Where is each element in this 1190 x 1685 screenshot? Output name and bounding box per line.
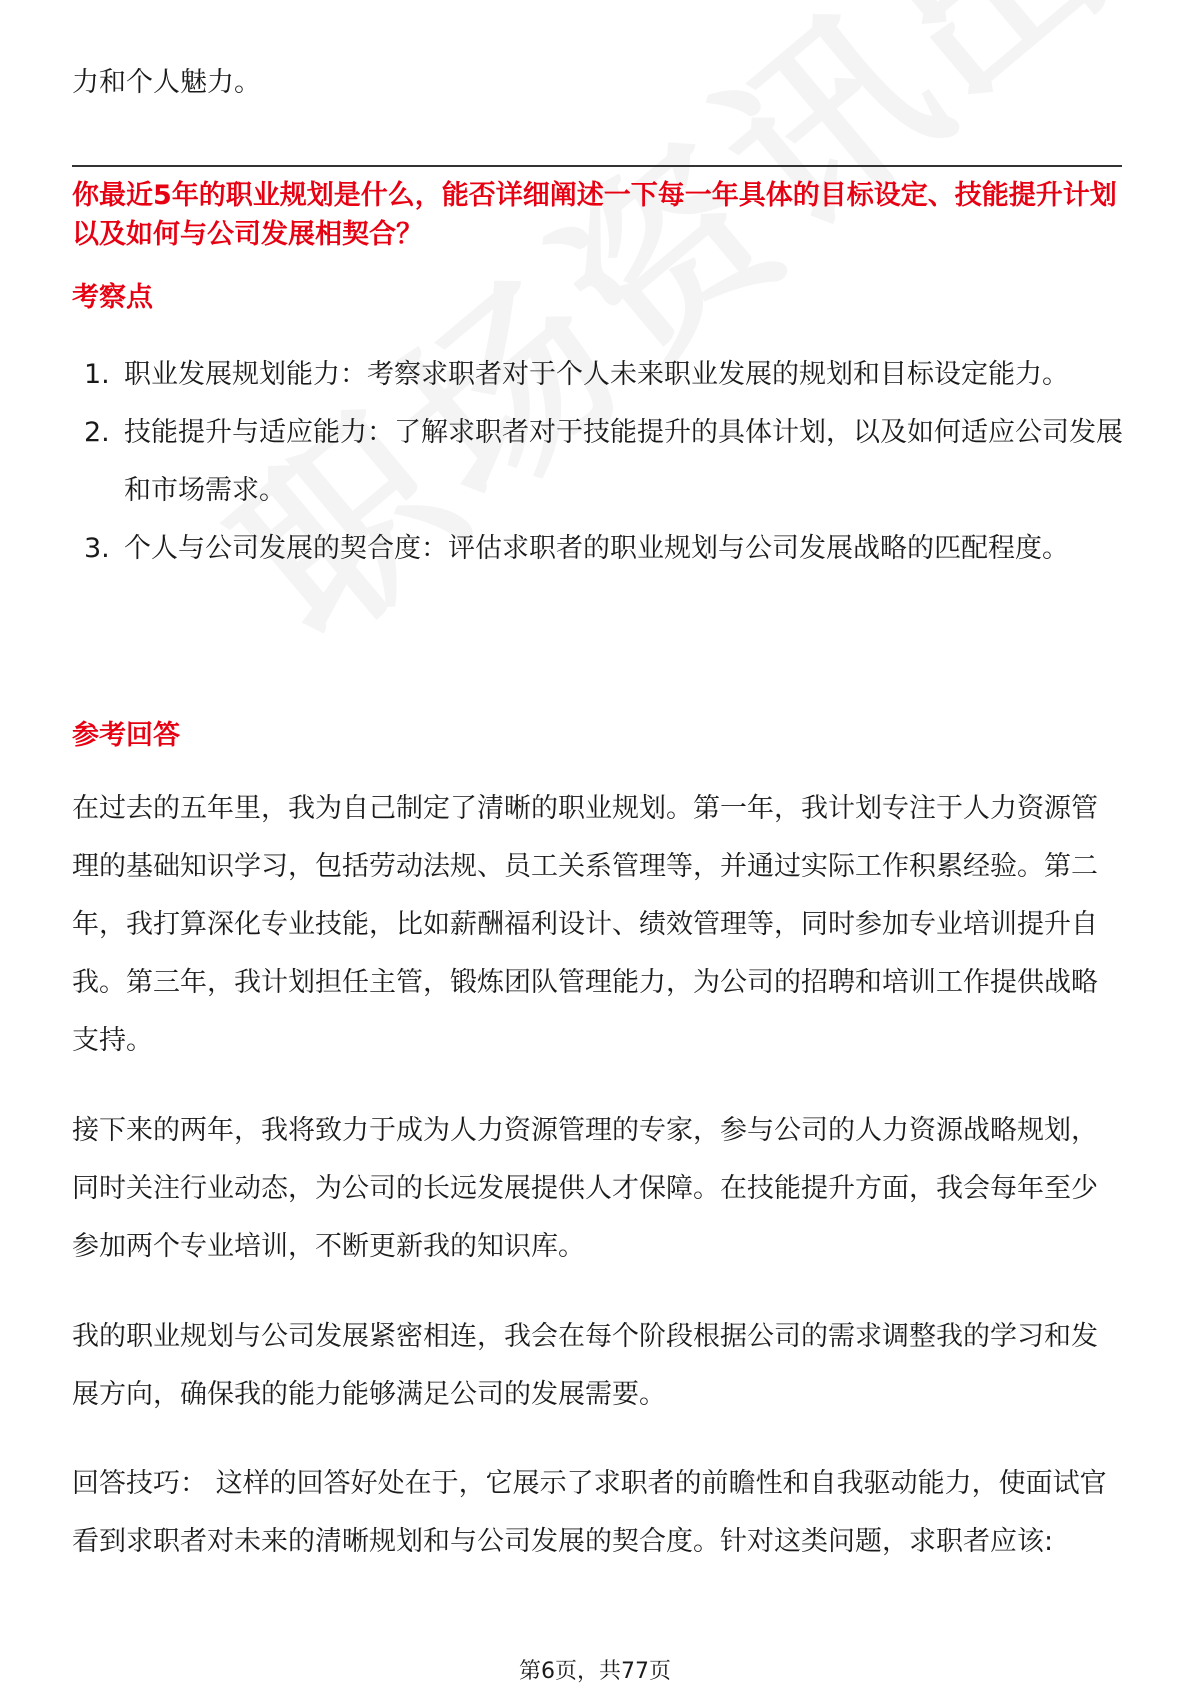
interview-question: 你最近5年的职业规划是什么，能否详细阐述一下每一年具体的目标设定、技能提升计划以及如何与公司发展相契合？ [72,180,1117,250]
continued-text-fragment: 力和个人魅力。 [72,67,261,98]
reference-answer-heading: 参考回答 [72,720,180,751]
key-point-text: 个人与公司发展的契合度：评估求职者的职业规划与公司发展战略的匹配程度。 [124,533,1069,564]
key-points-list [84,346,1124,578]
answer-paragraph: 在过去的五年里，我为自己制定了清晰的职业规划。第一年，我计划专注于人力资源管理的基础知识学习，包括劳动法规、员工关系管理等，并通过实际工作积累经验。第二年，我打算深化专业技能，比如薪酬福利设计、绩效管理等，同时参加专业培训提升自我。第三年，我计划担任主管，锻炼团队管理能力，为公司的招聘和培训工作提供战略支持。 [72,793,1098,1056]
key-point-item [84,404,1124,520]
page-number: 第6页，共77页 [519,1659,671,1684]
answer-paragraph: 接下来的两年，我将致力于成为人力资源管理的专家，参与公司的人力资源战略规划，同时关注行业动态，为公司的长远发展提供人才保障。在技能提升方面，我会每年至少参加两个专业培训，不断更新我的知识库。 [72,1115,1098,1262]
key-point-text: 技能提升与适应能力：了解求职者对于技能提升的具体计划，以及如何适应公司发展和市场需求。 [124,417,1123,506]
key-points-heading: 考察点 [72,282,153,313]
answer-tips-paragraph: 回答技巧： 这样的回答好处在于，它展示了求职者的前瞻性和自我驱动能力，使面试官看到求职者对未来的清晰规划和与公司发展的契合度。针对这类问题，求职者应该: [72,1468,1107,1557]
answer-paragraph: 我的职业规划与公司发展紧密相连，我会在每个阶段根据公司的需求调整我的学习和发展方向，确保我的能力能够满足公司的发展需要。 [72,1321,1098,1410]
key-point-item [84,520,1124,578]
key-point-item [84,346,1124,404]
key-point-number: 3. [84,533,110,564]
section-divider [72,165,1122,167]
key-point-number: 1. [84,359,110,390]
key-point-number: 2. [84,417,110,448]
key-point-text: 职业发展规划能力：考察求职者对于个人未来职业发展的规划和目标设定能力。 [124,359,1069,390]
